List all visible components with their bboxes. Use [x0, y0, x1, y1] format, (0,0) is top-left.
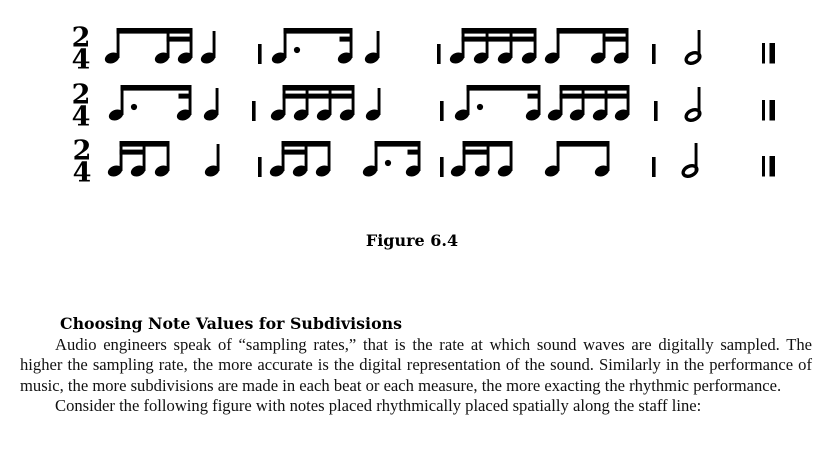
figure-caption: Figure 6.4	[365, 231, 459, 250]
beam	[462, 28, 537, 34]
stem	[216, 88, 219, 115]
final-barline-thin	[762, 156, 765, 177]
time-signature-digit: 2	[71, 79, 91, 111]
barline	[440, 101, 444, 121]
sixteenth-beam-stub	[340, 37, 353, 42]
beam	[463, 141, 513, 147]
section-heading: Choosing Note Values for Subdivisions	[60, 314, 402, 333]
sixteenth-beam-stub	[408, 150, 421, 155]
stem	[698, 87, 701, 115]
stem	[377, 31, 380, 58]
time-signature-digit: 4	[71, 101, 91, 133]
sixteenth-beam	[582, 94, 608, 99]
sixteenth-beam	[329, 94, 355, 99]
stem	[213, 31, 216, 58]
time-signature-digit: 4	[72, 157, 92, 189]
beam	[284, 28, 353, 34]
beam	[283, 85, 355, 91]
final-barline-thin	[762, 100, 765, 121]
stem	[217, 144, 220, 171]
beam	[560, 85, 630, 91]
sixteenth-beam	[463, 150, 490, 155]
stem	[378, 88, 381, 115]
sixteenth-beam	[462, 37, 489, 42]
beam	[467, 85, 541, 91]
final-barline-thick	[770, 43, 776, 64]
sixteenth-beam	[560, 94, 585, 99]
barline	[258, 157, 262, 177]
beam	[120, 141, 170, 147]
paragraph-sampling-rates: Audio engineers speak of “sampling rates,” that is the rate at which sound waves are digitally sampled. The higher the sampling rate, the more accurate is the digital representation of the sound. Similarly in the performance of music, the more subdivisions are made in each beat or each measure, the more exacting the rhythmic performance.	[20, 334, 812, 395]
beam	[121, 85, 192, 91]
barline	[440, 157, 444, 177]
rhythm-line-2	[72, 80, 775, 133]
sixteenth-beam	[306, 94, 332, 99]
augmentation-dot	[294, 47, 300, 53]
beam	[117, 28, 193, 34]
augmentation-dot	[477, 104, 483, 110]
time-signature-digit: 2	[72, 135, 92, 167]
stem	[698, 30, 701, 58]
barline	[652, 44, 656, 64]
rhythm-line-3	[73, 136, 775, 189]
barline	[654, 101, 658, 121]
sixteenth-beam	[282, 150, 308, 155]
rhythm-notation-figure	[0, 0, 824, 215]
paragraph-consider-figure: Consider the following figure with notes placed rhythmically placed spatially along the staff line:	[55, 396, 702, 416]
sixteenth-beam	[510, 37, 537, 42]
time-signature-digit: 4	[71, 44, 91, 76]
augmentation-dot	[131, 104, 137, 110]
beam	[557, 141, 610, 147]
sixteenth-beam	[605, 94, 630, 99]
beam	[282, 141, 331, 147]
sixteenth-beam	[120, 150, 146, 155]
barline	[258, 44, 262, 64]
sixteenth-beam	[283, 94, 309, 99]
body-text	[20, 314, 812, 417]
time-signature-digit: 2	[71, 22, 91, 54]
barline	[437, 44, 441, 64]
sixteenth-beam-stub	[528, 94, 541, 99]
sixteenth-beam	[486, 37, 513, 42]
sixteenth-beam-stub	[179, 94, 192, 99]
beam	[557, 28, 629, 34]
sixteenth-beam	[603, 37, 629, 42]
figure-6-4	[0, 0, 824, 215]
stem	[695, 143, 698, 171]
barline	[252, 101, 256, 121]
final-barline-thin	[762, 43, 765, 64]
sixteenth-beam	[167, 37, 193, 42]
final-barline-thick	[770, 100, 776, 121]
augmentation-dot	[385, 160, 391, 166]
barline	[652, 157, 656, 177]
beam	[375, 141, 421, 147]
rhythm-line-1	[72, 23, 775, 76]
final-barline-thick	[770, 156, 776, 177]
